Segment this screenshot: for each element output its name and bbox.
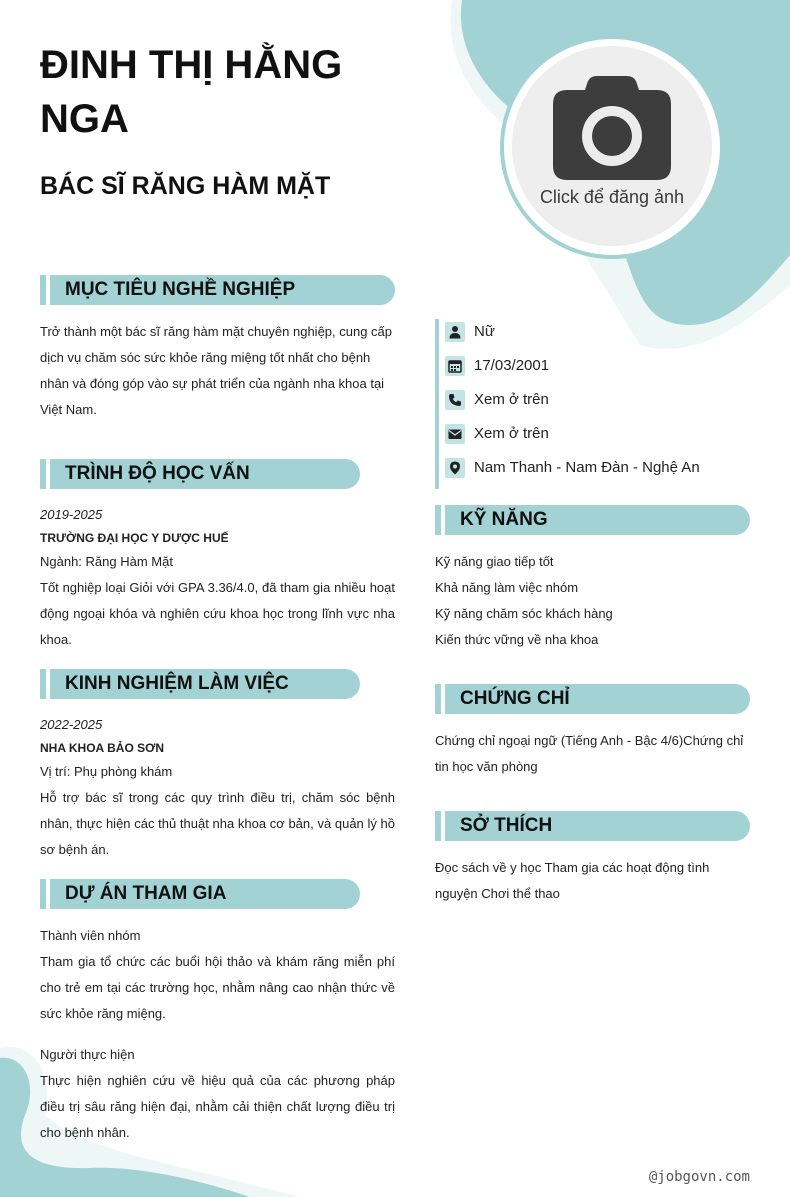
hobbies-title: SỞ THÍCH <box>445 811 750 841</box>
phone-value: Xem ở trên <box>474 391 549 408</box>
experience-company: NHA KHOA BẢO SƠN <box>40 741 165 755</box>
skill-item: Kiến thức vững về nha khoa <box>435 632 599 647</box>
photo-upload[interactable] <box>512 46 712 246</box>
project-role: Người thực hiện <box>40 1047 135 1062</box>
objective-text: Trở thành một bác sĩ răng hàm mặt chuyên nghiệp, cung cấp dịch vụ chăm sóc sức khỏe răng miệng tốt nhất cho bệnh nhân và đóng góp vào sự phát triển của ngành nha khoa tại Việt Nam. <box>40 324 393 417</box>
hobbies-text: Đọc sách về y học Tham gia các hoạt động tình nguyện Chơi thể thao <box>435 860 710 901</box>
objective-title: MỤC TIÊU NGHỀ NGHIỆP <box>50 275 395 305</box>
objective-section-header <box>40 275 395 305</box>
education-section-header <box>40 459 360 489</box>
address-value: Nam Thanh - Nam Đàn - Nghệ An <box>474 459 700 476</box>
experience-period: 2022-2025 <box>40 717 103 732</box>
skills-section-header <box>435 505 750 535</box>
email-icon <box>448 427 462 441</box>
experience-position: Vị trí: Phụ phòng khám <box>40 764 173 779</box>
project-role: Thành viên nhóm <box>40 928 141 943</box>
person-icon <box>448 325 462 339</box>
job-title: BÁC SĨ RĂNG HÀM MẶT <box>40 172 331 200</box>
skill-item: Kỹ năng chăm sóc khách hàng <box>435 606 613 621</box>
skill-item: Khả năng làm việc nhóm <box>435 580 579 595</box>
certificates-text: Chứng chỉ ngoại ngữ (Tiếng Anh - Bậc 4/6)Chứng chỉ tin học văn phòng <box>435 733 744 774</box>
footer-watermark: @jobgovn.com <box>648 1169 750 1185</box>
photo-upload-label: Click để đăng ảnh <box>539 187 685 207</box>
skills-title: KỸ NĂNG <box>445 505 750 535</box>
hobbies-section-header <box>435 811 750 841</box>
gender-value: Nữ <box>474 323 495 340</box>
education-period: 2019-2025 <box>40 507 103 522</box>
location-pin-icon <box>448 461 462 475</box>
project-description: Thực hiện nghiên cứu về hiệu quả của các phương pháp điều trị sâu răng hiện đại, nhằm cải thiện chất lượng điều trị cho bệnh nhân. <box>40 1073 395 1140</box>
education-school: TRƯỜNG ĐẠI HỌC Y DƯỢC HUẾ <box>40 531 229 545</box>
phone-icon <box>448 393 462 407</box>
birthday-value: 17/03/2001 <box>474 357 550 374</box>
projects-section-header <box>40 879 360 909</box>
experience-section-header <box>40 669 360 699</box>
projects-title: DỰ ÁN THAM GIA <box>50 879 360 909</box>
calendar-icon <box>448 359 462 373</box>
certificates-title: CHỨNG CHỈ <box>445 684 750 714</box>
education-title: TRÌNH ĐỘ HỌC VẤN <box>50 459 360 489</box>
email-value: Xem ở trên <box>474 425 549 442</box>
camera-icon <box>553 76 671 180</box>
certificates-section-header <box>435 684 750 714</box>
education-description: Tốt nghiệp loại Giỏi với GPA 3.36/4.0, đã tham gia nhiều hoạt động ngoại khóa và nghiên cứu khoa học trong lĩnh vực nha khoa. <box>40 580 395 647</box>
education-major: Ngành: Răng Hàm Mặt <box>40 554 173 569</box>
project-description: Tham gia tổ chức các buổi hội thảo và khám răng miễn phí cho trẻ em tại các trường học, nhằm nâng cao nhận thức về sức khỏe răng miệng. <box>40 954 395 1021</box>
skill-item: Kỹ năng giao tiếp tốt <box>435 554 554 569</box>
experience-title: KINH NGHIỆM LÀM VIỆC <box>50 669 360 699</box>
experience-description: Hỗ trợ bác sĩ trong các quy trình điều trị, chăm sóc bệnh nhân, thực hiện các thủ thuật nha khoa cơ bản, và quản lý hồ sơ bệnh án. <box>40 790 395 857</box>
candidate-name: ĐINH THỊ HẰNG NGA <box>40 43 343 141</box>
